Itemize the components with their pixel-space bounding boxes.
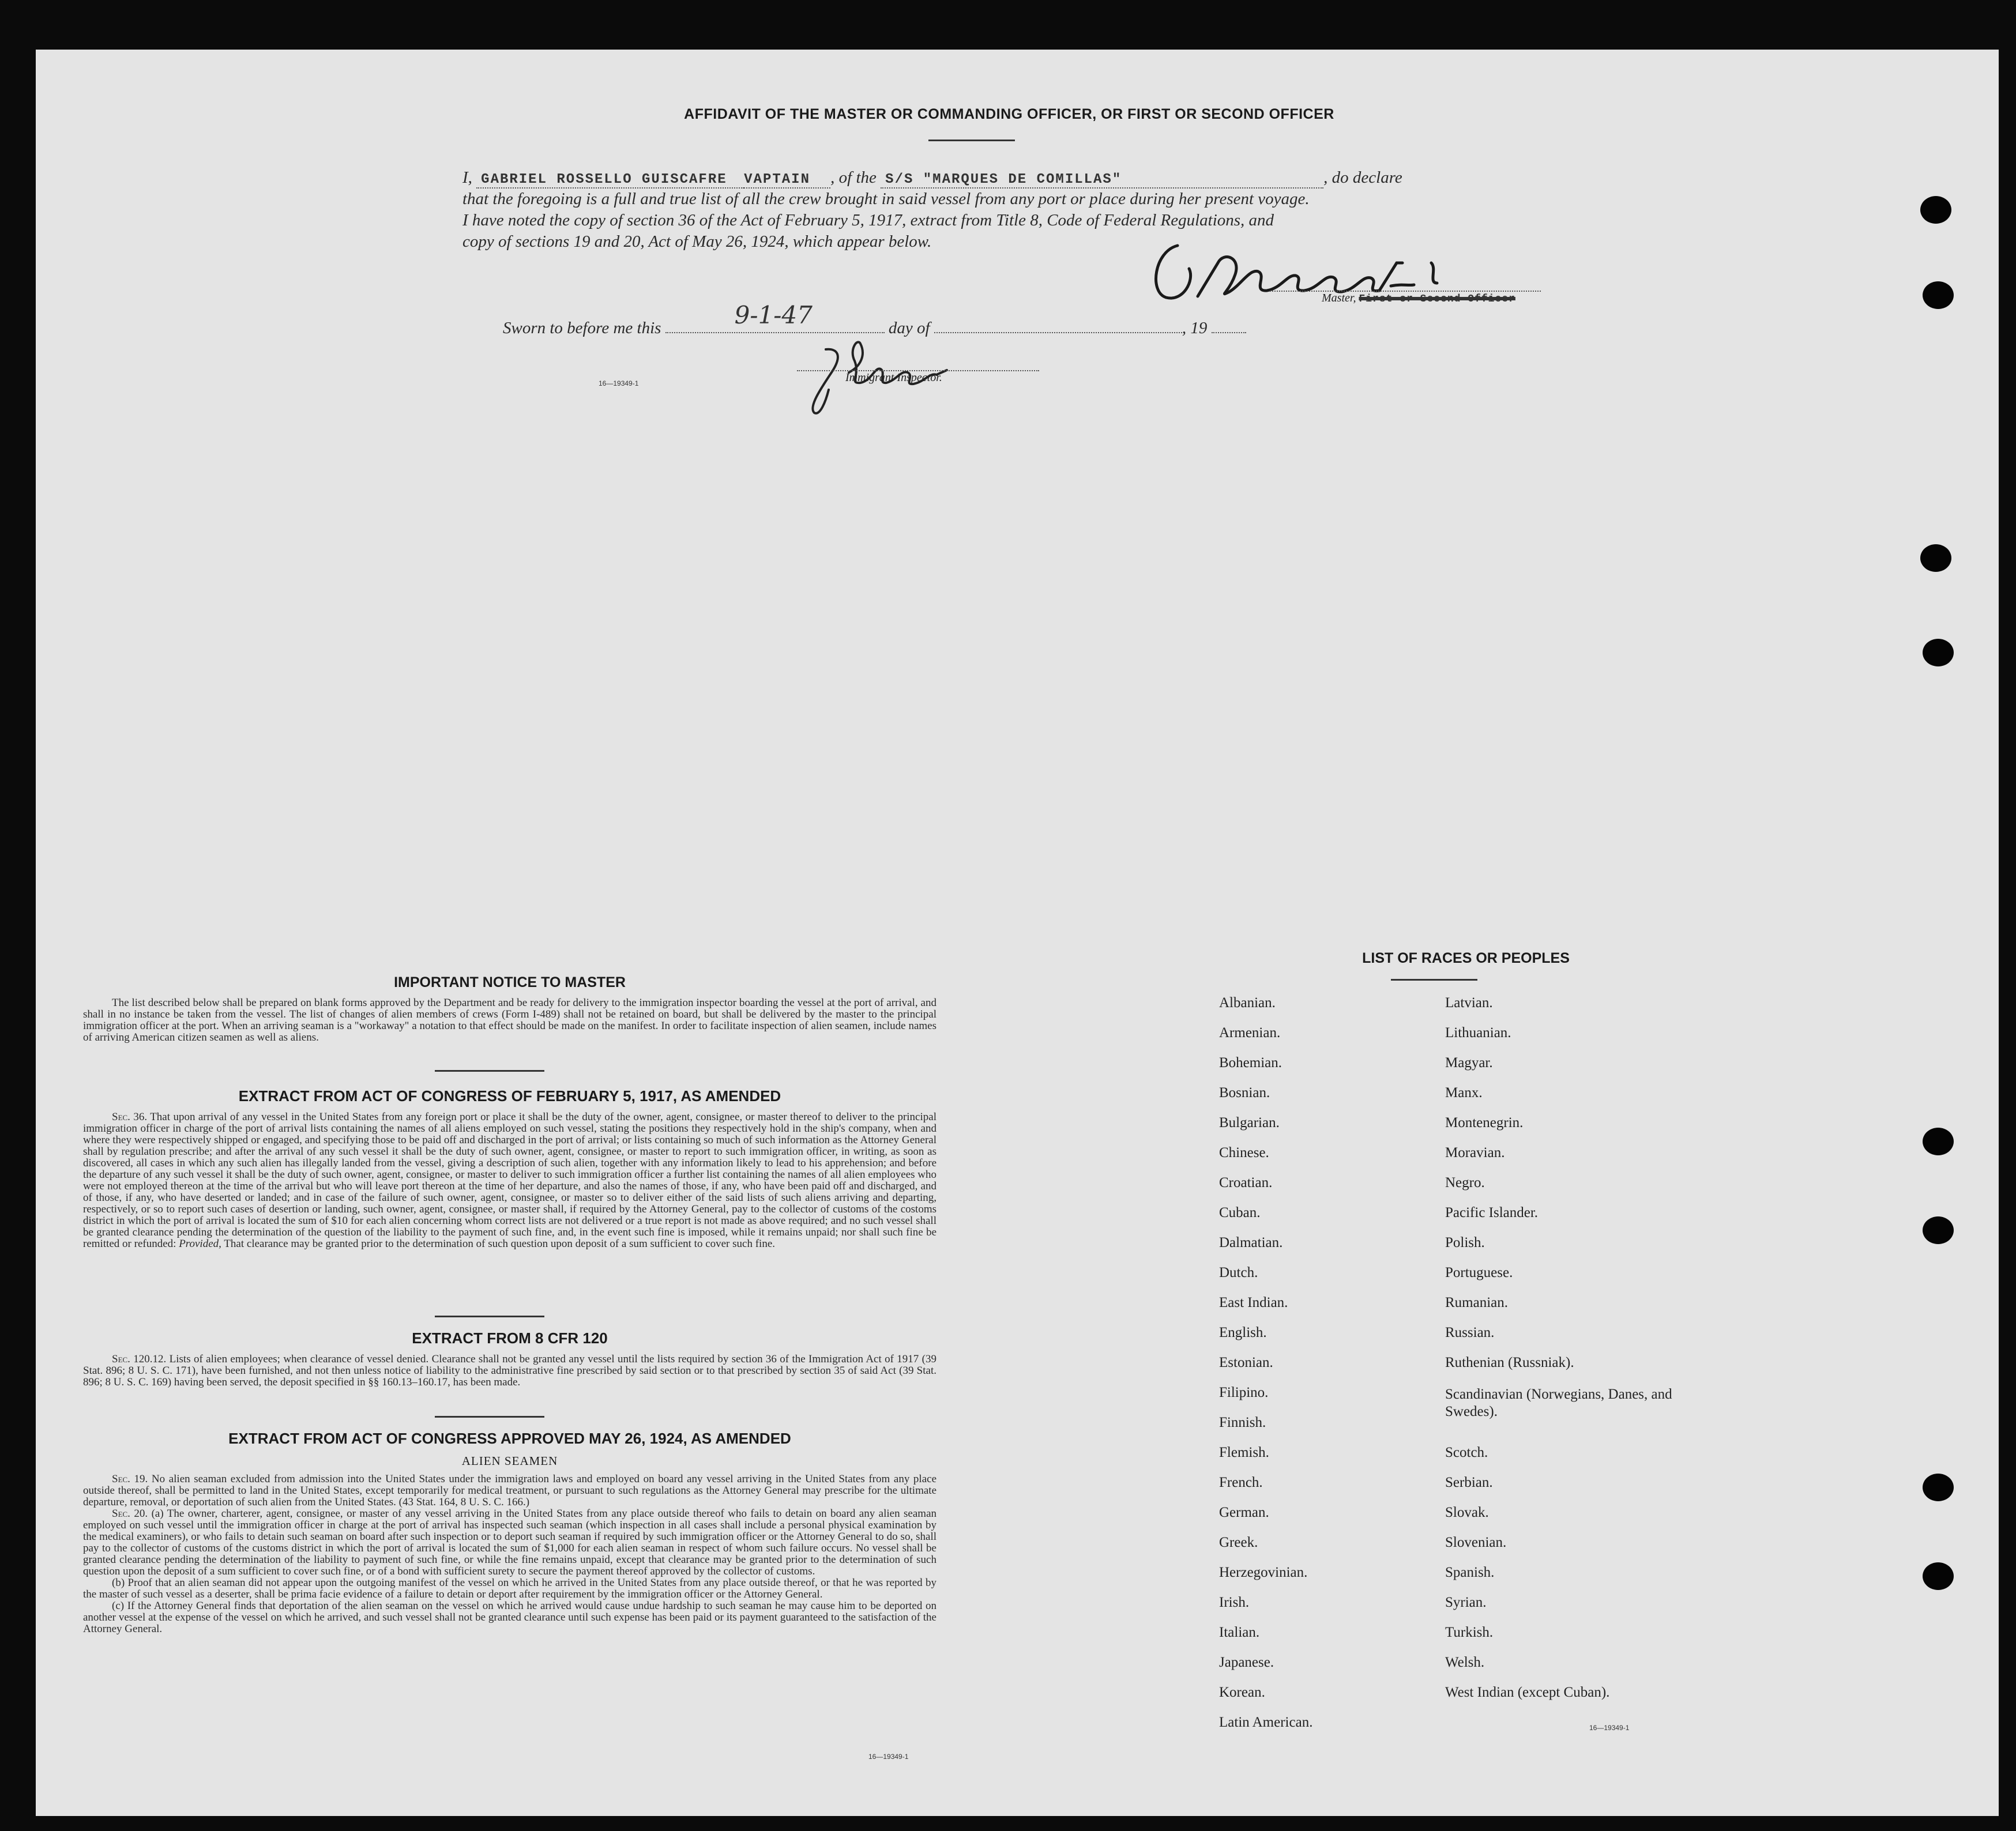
sec-20c-paragraph: (c) If the Attorney General finds that deportation of the alien seaman on the vessel on which he arrived would cause undue hardship to such seaman he may cause him to be deported on another vessel at the expense of the vessel on which he arrived, and such vessel shall not be granted clearance until such expense has been paid or its payment guaranteed to the satisfaction of the Attorney General. bbox=[83, 1600, 936, 1635]
race-item: Croatian. bbox=[1219, 1175, 1273, 1190]
sec-19-paragraph bbox=[83, 1474, 936, 1508]
race-item: East Indian. bbox=[1219, 1295, 1288, 1310]
punch-hole bbox=[1920, 544, 1951, 572]
notice-text: The list described below shall be prepared on blank forms approved by the Department and be ready for delivery to the immigration inspector boarding the vessel at the port of arrival, and shall in no instance be taken from the vessel. The list of changes of alien members of crews (Form I-489) shall not be retained on board, but shall be delivered by the master to the principal immigration officer at the port. When an arriving seaman is a "workaway" a notation to that effect should be made on the manifest. In order to facilitate inspection of alien seamen, include names of arriving American citizen seamen as well as aliens. bbox=[83, 997, 936, 1043]
race-item: Welsh. bbox=[1445, 1655, 1485, 1670]
do-declare-text: , do declare bbox=[1323, 168, 1402, 187]
section-divider bbox=[435, 1416, 544, 1418]
race-item: Turkish. bbox=[1445, 1625, 1494, 1640]
day-of-label: day of bbox=[888, 319, 930, 337]
master-name-field bbox=[476, 168, 744, 189]
sec-120-label: Sec. 120.12. bbox=[112, 1353, 167, 1365]
extract-cfr-title: EXTRACT FROM 8 CFR 120 bbox=[412, 1329, 608, 1347]
notice-title: IMPORTANT NOTICE TO MASTER bbox=[394, 974, 626, 990]
races-title: LIST OF RACES OR PEOPLES bbox=[1362, 950, 1570, 966]
sworn-label: Sworn to before me this bbox=[503, 319, 661, 337]
extract-cfr-body bbox=[83, 1354, 936, 1388]
title-divider bbox=[928, 140, 1015, 141]
sec-20b-paragraph: (b) Proof that an alien seaman did not appear upon the outgoing manifest of the vessel on which he arrived in the United States from any place outside thereof, or that he was reported by the master of such vessel as a deserter, shall be prima facie evidence of a failure to detain or deport after requirement by the immigration officer or the Attorney General. bbox=[83, 1577, 936, 1600]
punch-hole bbox=[1920, 196, 1951, 224]
rank-field bbox=[744, 168, 830, 189]
race-item: Finnish. bbox=[1219, 1415, 1266, 1430]
vessel-field bbox=[881, 168, 1323, 189]
race-item: French. bbox=[1219, 1475, 1263, 1490]
sworn-date-handwritten: 9-1-47 bbox=[734, 301, 813, 329]
race-item: Spanish. bbox=[1445, 1565, 1495, 1580]
race-item: Slovenian. bbox=[1445, 1535, 1507, 1550]
race-item: English. bbox=[1219, 1325, 1267, 1340]
race-item: Bulgarian. bbox=[1219, 1115, 1280, 1131]
race-item: German. bbox=[1219, 1505, 1269, 1520]
proviso-text: That clearance may be granted prior to the determination of such question upon deposit of a sum sufficient to cover such fine. bbox=[224, 1238, 775, 1250]
section-divider bbox=[435, 1070, 544, 1072]
race-item: Latvian. bbox=[1445, 995, 1493, 1011]
race-item: West Indian (except Cuban). bbox=[1445, 1685, 1610, 1700]
extract-form-number: 16—19349-1 bbox=[868, 1753, 909, 1761]
race-item: Portuguese. bbox=[1445, 1265, 1513, 1280]
punch-hole bbox=[1923, 1216, 1954, 1244]
year-field bbox=[1212, 332, 1246, 333]
declaration-line-1 bbox=[462, 168, 1402, 189]
master-name-value: GABRIEL ROSSELLO GUISCAFRE bbox=[481, 172, 727, 187]
extract-1917-title: EXTRACT FROM ACT OF CONGRESS OF FEBRUARY 5, 1917, AS AMENDED bbox=[238, 1087, 781, 1105]
race-item: Negro. bbox=[1445, 1175, 1485, 1190]
race-item: Herzegovinian. bbox=[1219, 1565, 1308, 1580]
race-item: Scotch. bbox=[1445, 1445, 1488, 1460]
declaration-line-2: that the foregoing is a full and true list of all the crew brought in said vessel from any port or place during her present voyage. bbox=[462, 190, 1310, 208]
sec-19-label: Sec. 19. bbox=[112, 1473, 148, 1485]
race-item: Montenegrin. bbox=[1445, 1115, 1524, 1131]
declaration-line-4: copy of sections 19 and 20, Act of May 26, 1924, which appear below. bbox=[462, 232, 932, 251]
sec-20a-paragraph bbox=[83, 1508, 936, 1577]
race-item: Filipino. bbox=[1219, 1385, 1269, 1400]
race-item: Serbian. bbox=[1445, 1475, 1493, 1490]
race-item: Albanian. bbox=[1219, 995, 1276, 1011]
race-item: Polish. bbox=[1445, 1235, 1485, 1250]
declaration-line-3: I have noted the copy of section 36 of the Act of February 5, 1917, extract from Title 8, Code of Federal Regulations, and bbox=[462, 211, 1274, 229]
race-item: Estonian. bbox=[1219, 1355, 1273, 1370]
race-item: Cuban. bbox=[1219, 1205, 1261, 1220]
race-item: Scandinavian (Norwegians, Danes, and Swedes). bbox=[1445, 1387, 1672, 1419]
punch-hole bbox=[1923, 1562, 1954, 1590]
of-the-text: , of the bbox=[830, 168, 877, 187]
race-item: Korean. bbox=[1219, 1685, 1265, 1700]
sec-36-text: That upon arrival of any vessel in the United States from any foreign port or place it shall be the duty of the owner, agent, consignee, or master thereof to deliver to the principal immigration officer in charge of the port of arrival lists containing the names of all aliens employed on such vessel, stating the positions they respectively hold in the ship's company, when and where they were respectively shipped or engaged, and specifying those to be paid off and discharged in the port of arrival; or lists containing so much of such information as the Attorney General shall by regulation prescribe; and after the arrival of any such vessel it shall be the duty of such owner, agent, consignee, or master to report to such immigration officer, in writing, as soon as discovered, all cases in which any such alien has illegally landed from the vessel, giving a description of such alien, together with any information likely to lead to his apprehension; and before the departure of any such vessel it shall be the duty of such owner, agent, consignee, or master to deliver to such immigration officer a further list containing the names of all alien employees who were not employed thereon at the time of the arrival but who will leave port thereon at the time of her departure, and also the names of those, if any, who have been paid off and discharged, and of those, if any, who have deserted or landed; and in case of the failure of such owner, agent, consignee, or master so to deliver either of the said lists of such aliens arriving and departing, respectively, or so to report such cases of desertion or landing, such owner, agent, consignee, or master shall, if required by the Attorney General, pay to the collector of customs of the costoms district in which the port of arrival is located the sum of $10 for each alien concerning whom correct lists are not delivered or a true report is not made as above required; and no such vessel shall be granted clearance pending the determination of the question of the liability to the payment of such fine, and, in the event such fine is imposed, while it remains unpaid; nor shall such fine be remitted or refunded: bbox=[83, 1111, 936, 1250]
race-item: Moravian. bbox=[1445, 1145, 1505, 1161]
punch-hole bbox=[1923, 639, 1954, 666]
race-item: Dalmatian. bbox=[1219, 1235, 1283, 1250]
race-item: Bosnian. bbox=[1219, 1085, 1270, 1101]
race-item: Syrian. bbox=[1445, 1595, 1487, 1610]
struck-caption: First or Second Officer bbox=[1359, 293, 1515, 305]
year-prefix: , 19 bbox=[1182, 319, 1208, 337]
race-item: Russian. bbox=[1445, 1325, 1495, 1340]
extract-1924-body bbox=[83, 1474, 936, 1635]
punch-hole bbox=[1923, 281, 1954, 309]
race-item: Greek. bbox=[1219, 1535, 1258, 1550]
alien-seamen-subtitle: ALIEN SEAMEN bbox=[461, 1454, 558, 1468]
sec-36-label: Sec. 36. bbox=[112, 1111, 148, 1123]
races-form-number: 16—19349-1 bbox=[1589, 1724, 1630, 1732]
race-item: Slovak. bbox=[1445, 1505, 1489, 1520]
race-item: Bohemian. bbox=[1219, 1055, 1282, 1071]
extract-1917-body bbox=[83, 1112, 936, 1250]
rank-value: VAPTAIN bbox=[744, 172, 810, 187]
race-item: Armenian. bbox=[1219, 1025, 1281, 1041]
race-item: Pacific Islander. bbox=[1445, 1205, 1539, 1220]
race-item: Japanese. bbox=[1219, 1655, 1274, 1670]
punch-hole bbox=[1923, 1474, 1954, 1501]
inspector-caption: Immigrant Inspector. bbox=[845, 371, 942, 384]
sec-20a-text: (a) The owner, charterer, agent, consignee, or master of any vessel arriving in the United States from any place outside thereof who fails to detain on board any alien seaman employed on such vessel until the immigration officer in charge at the port of arrival has inspected such seaman (which inspection in all cases shall include a personal physical examination by the medical examiners), or who fails to detain such seaman on board after such inspection or to deport such seaman if required by such immigration officer or the Attorney General to do so, shall pay to the collector of customs of the customs district in which the port of arrival is located the sum of $1,000 for each alien seaman in respect of whom such failure occurs. No vessel shall be granted clearance pending the determination of the liability to payment of such fine, or while the fine remains unpaid, except that clearance may be granted prior to the determination of such question upon the deposit of a sum sufficient to cover such fine, or of a bond with sufficient surety to secure the payment thereof approved by the collector of customs. bbox=[83, 1508, 937, 1577]
master-caption bbox=[1322, 292, 1515, 305]
punch-hole bbox=[1923, 1128, 1954, 1155]
sec-19-text: No alien seaman excluded from admission into the United States under the immigration laws and employed on board any vessel arriving in the United States from any place outside thereof, shall be permitted to land in the United States, except temporarily for medical treatment, or pursuant to such regulations as the Attorney General may prescribe for the ultimate departure, removal, or deportation of such alien from the United States. (43 Stat. 164, 8 U. S. C. 166.) bbox=[83, 1473, 936, 1508]
race-item: Rumanian. bbox=[1445, 1295, 1509, 1310]
race-item: Italian. bbox=[1219, 1625, 1260, 1640]
affidavit-title: AFFIDAVIT OF THE MASTER OR COMMANDING OFFICER, OR FIRST OR SECOND OFFICER bbox=[684, 106, 1334, 122]
affidavit-form-number: 16—19349-1 bbox=[599, 379, 639, 387]
race-item: Chinese. bbox=[1219, 1145, 1269, 1161]
race-item: Latin American. bbox=[1219, 1715, 1313, 1730]
document-page bbox=[36, 50, 1999, 1816]
race-item: Flemish. bbox=[1219, 1445, 1269, 1460]
sworn-day-field bbox=[665, 301, 885, 333]
race-item: Lithuanian. bbox=[1445, 1025, 1511, 1041]
intro-text: I, bbox=[462, 168, 472, 187]
sec-20-label: Sec. 20. bbox=[112, 1508, 148, 1520]
races-divider bbox=[1391, 979, 1477, 981]
vessel-value: S/S "MARQUES DE COMILLAS" bbox=[885, 172, 1122, 187]
proviso-label: Provided, bbox=[179, 1238, 221, 1250]
extract-1924-title: EXTRACT FROM ACT OF CONGRESS APPROVED MAY 26, 1924, AS AMENDED bbox=[228, 1430, 791, 1447]
race-item: Dutch. bbox=[1219, 1265, 1258, 1280]
sec-120-text: Lists of alien employees; when clearance of vessel denied. Clearance shall not be granted any vessel until the lists required by section 36 of the Immigration Act of 1917 (39 Stat. 896; 8 U. S. C. 171), have been furnished, and not then unless notice of liability to the administrative fine prescribed by said section or to that prescribed by section 35 of said Act (39 Stat. 896; 8 U. S. C. 169) having been served, the deposit specified in §§ 160.13–160.17, has been made. bbox=[83, 1353, 936, 1388]
race-item: Ruthenian (Russniak). bbox=[1445, 1355, 1574, 1370]
section-divider bbox=[435, 1316, 544, 1317]
race-item: Magyar. bbox=[1445, 1055, 1493, 1071]
race-item: Irish. bbox=[1219, 1595, 1250, 1610]
notice-body bbox=[83, 997, 936, 1043]
race-item: Manx. bbox=[1445, 1085, 1483, 1101]
master-caption-text: Master, bbox=[1322, 292, 1356, 304]
